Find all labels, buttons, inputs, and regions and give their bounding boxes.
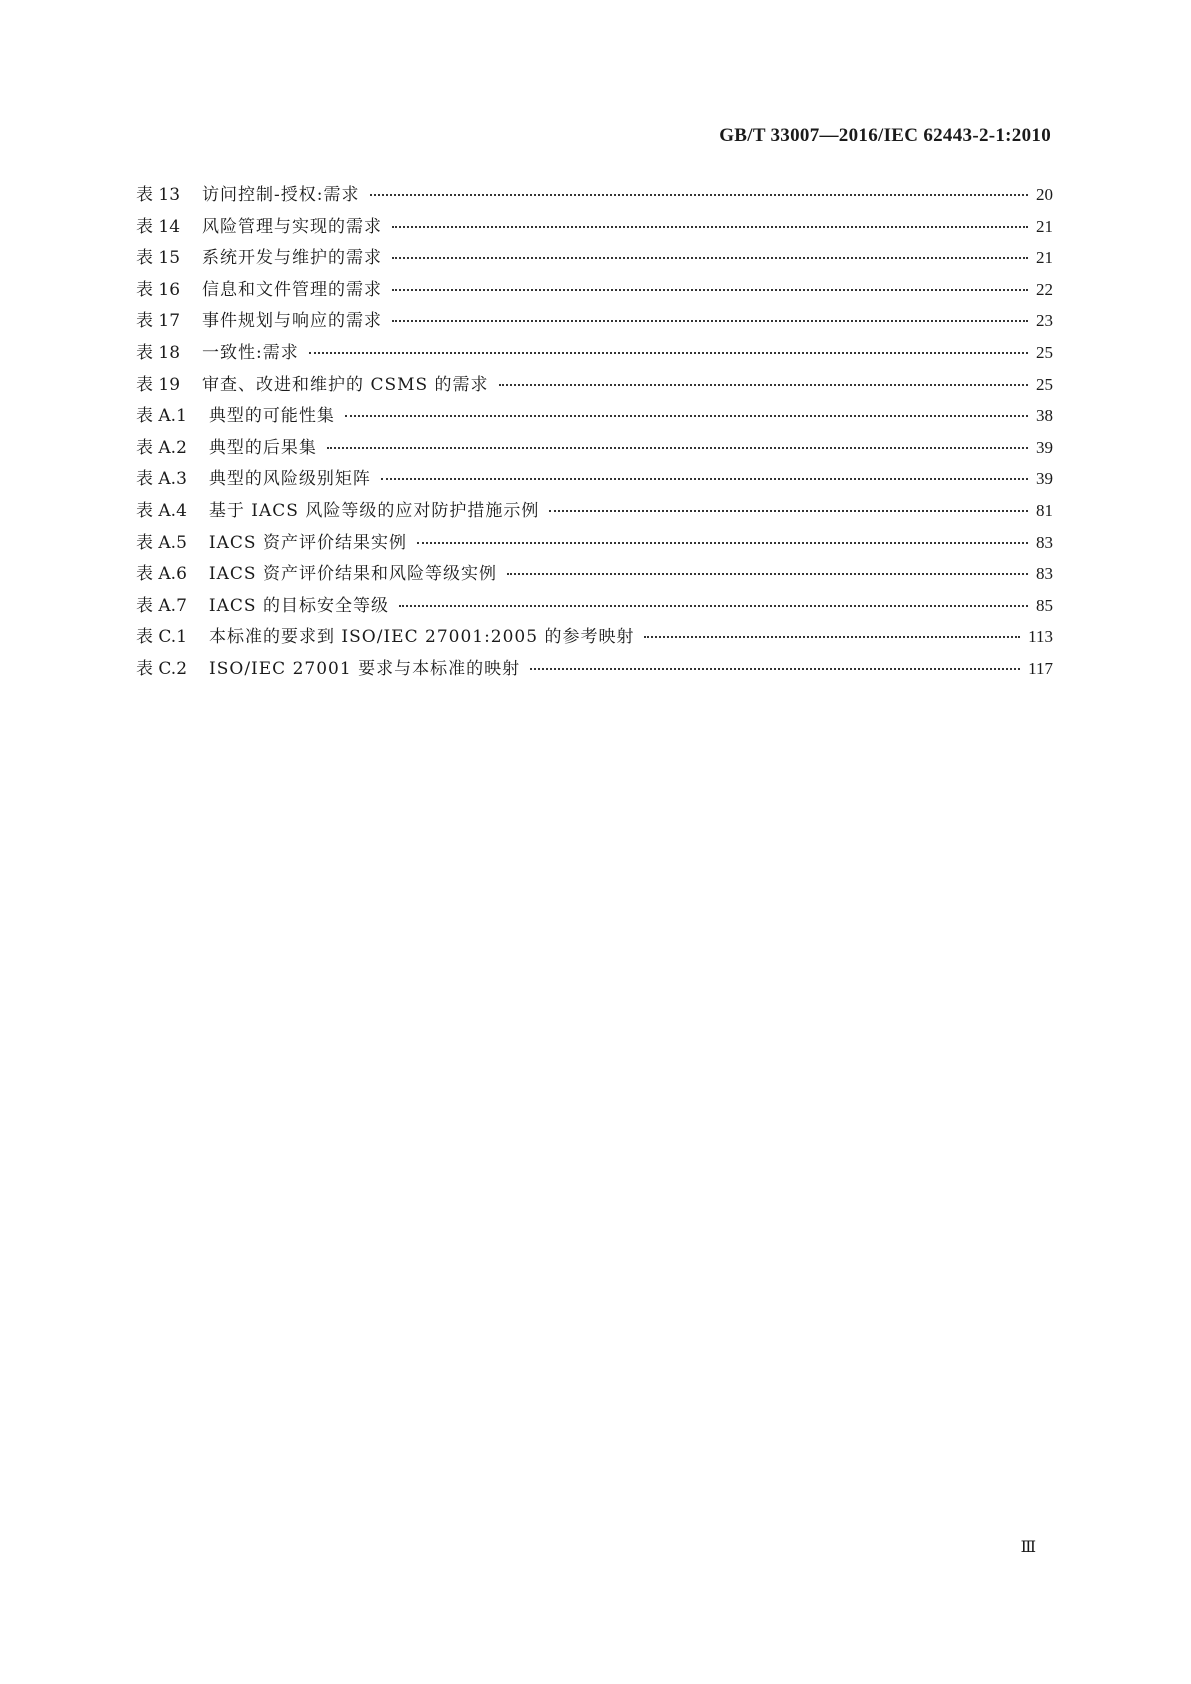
toc-entry-page: 113: [1028, 627, 1053, 647]
toc-entry[interactable]: [136, 401, 1053, 433]
toc-entry-page: 21: [1036, 248, 1053, 268]
toc-dot-leader: [392, 320, 1028, 322]
toc-entry-page: 81: [1036, 500, 1053, 520]
toc-entry-title: 访问控制-授权:需求: [202, 185, 360, 205]
toc-entry-title: 审查、改进和维护的 CSMS 的需求: [202, 374, 489, 395]
toc-entry-page: 117: [1028, 658, 1053, 678]
toc-entry-number: 表 A.3: [136, 469, 187, 490]
toc-dot-leader: [392, 289, 1028, 291]
toc-entry-title: 系统开发与维护的需求: [202, 248, 383, 269]
toc-entry-number: 表 14: [136, 216, 181, 237]
toc-entry[interactable]: [136, 433, 1053, 465]
toc-entry[interactable]: [136, 591, 1053, 623]
toc-entry-number: 表 15: [136, 248, 181, 269]
toc-entry-page: 39: [1036, 469, 1053, 489]
toc-entry-number: 表 18: [136, 342, 181, 363]
toc-dot-leader: [327, 447, 1028, 449]
toc-entry[interactable]: [136, 180, 1053, 212]
toc-entry-number: 表 A.5: [136, 532, 187, 553]
toc-entry-title: ISO/IEC 27001 要求与本标准的映射: [209, 658, 521, 679]
toc-dot-leader: [345, 415, 1028, 417]
toc-entry[interactable]: [136, 243, 1053, 275]
toc-entry[interactable]: [136, 464, 1053, 496]
toc-entry-page: 83: [1036, 532, 1053, 552]
toc-entry-page: 38: [1036, 406, 1053, 426]
toc-entry-title: 风险管理与实现的需求: [202, 216, 383, 237]
toc-entry-page: 20: [1036, 185, 1053, 204]
toc-entry-page: 83: [1036, 564, 1053, 584]
toc-entry-title: IACS 资产评价结果和风险等级实例: [208, 564, 497, 585]
toc-entry[interactable]: [136, 559, 1053, 591]
toc-entry-title: 典型的可能性集: [208, 406, 335, 427]
toc-entry-page: 22: [1036, 279, 1053, 299]
toc-entry[interactable]: [136, 528, 1053, 560]
toc-entry-number: 表 16: [136, 279, 181, 300]
toc-entry-page: 39: [1036, 437, 1053, 457]
toc-entry-number: 表 19: [136, 374, 181, 395]
toc-entry-title: 基于 IACS 风险等级的应对防护措施示例: [208, 500, 540, 521]
table-of-contents: [136, 180, 1053, 686]
toc-entry-title: IACS 资产评价结果实例: [208, 532, 407, 553]
toc-entry-number: 表 13: [136, 185, 181, 205]
toc-entry-number: 表 A.6: [136, 564, 187, 585]
toc-entry-page: 85: [1036, 595, 1053, 615]
toc-entry-number: 表 17: [136, 311, 181, 332]
toc-dot-leader: [399, 605, 1028, 607]
toc-entry-number: 表 A.7: [136, 595, 187, 616]
toc-entry-page: 25: [1036, 374, 1053, 394]
toc-entry-title: 典型的风险级别矩阵: [208, 469, 371, 490]
toc-entry-title: 典型的后果集: [208, 437, 317, 458]
toc-dot-leader: [530, 668, 1020, 670]
toc-dot-leader: [507, 573, 1028, 575]
toc-entry[interactable]: [136, 212, 1053, 244]
toc-entry[interactable]: [136, 654, 1053, 686]
toc-entry-page: 25: [1036, 342, 1053, 362]
toc-entry-number: 表 C.1: [136, 627, 188, 648]
toc-entry-number: 表 C.2: [136, 658, 188, 679]
toc-entry-number: 表 A.1: [136, 406, 187, 427]
toc-entry-title: 一致性:需求: [202, 342, 299, 363]
toc-entry[interactable]: [136, 275, 1053, 307]
toc-entry[interactable]: [136, 496, 1053, 528]
page-number: Ⅲ: [1020, 1539, 1036, 1556]
toc-dot-leader: [549, 510, 1028, 512]
toc-entry-title: 信息和文件管理的需求: [202, 279, 383, 300]
toc-entry-number: 表 A.2: [136, 437, 187, 458]
toc-entry[interactable]: [136, 306, 1053, 338]
toc-entry-title: 事件规划与响应的需求: [202, 311, 383, 332]
toc-dot-leader: [392, 257, 1028, 259]
toc-dot-leader: [381, 478, 1028, 480]
toc-entry[interactable]: [136, 622, 1053, 654]
toc-dot-leader: [644, 636, 1020, 638]
toc-entry[interactable]: [136, 338, 1053, 370]
toc-entry[interactable]: [136, 370, 1053, 402]
toc-dot-leader: [370, 194, 1028, 196]
toc-dot-leader: [417, 542, 1028, 544]
toc-dot-leader: [392, 226, 1028, 228]
toc-entry-title: IACS 的目标安全等级: [208, 595, 389, 616]
toc-entry-number: 表 A.4: [136, 500, 187, 521]
toc-dot-leader: [309, 352, 1028, 354]
toc-entry-title: 本标准的要求到 ISO/IEC 27001:2005 的参考映射: [209, 627, 635, 648]
toc-dot-leader: [499, 384, 1028, 386]
page-header: GB/T 33007—2016/IEC 62443-2-1:2010: [719, 125, 1051, 146]
toc-entry-page: 23: [1036, 311, 1053, 331]
toc-entry-page: 21: [1036, 216, 1053, 236]
